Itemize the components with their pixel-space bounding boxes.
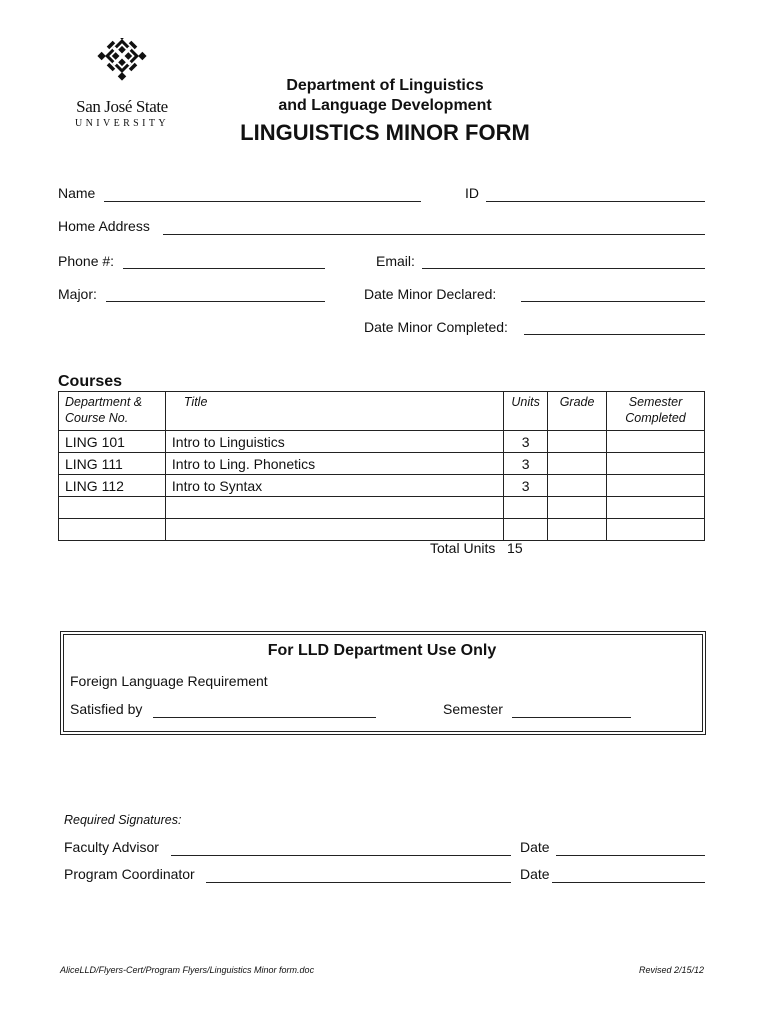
faculty-advisor-label: Faculty Advisor: [64, 839, 159, 855]
col-dept-course: Department & Course No.: [59, 392, 166, 431]
semester-cell[interactable]: [607, 497, 705, 519]
grade-cell[interactable]: [548, 431, 607, 453]
semester-field[interactable]: [512, 717, 631, 718]
phone-field[interactable]: [123, 268, 325, 269]
faculty-advisor-signature[interactable]: [171, 855, 511, 856]
id-field[interactable]: [486, 201, 705, 202]
email-field[interactable]: [422, 268, 705, 269]
date-label-2: Date: [520, 866, 550, 882]
course-cell[interactable]: [59, 497, 166, 519]
semester-cell[interactable]: [607, 453, 705, 475]
courses-heading: Courses: [58, 373, 123, 390]
logo-name: San José State: [76, 97, 168, 116]
semester-cell[interactable]: [607, 519, 705, 541]
table-row: [59, 519, 705, 541]
foreign-language-label: Foreign Language Requirement: [70, 673, 268, 689]
units-cell[interactable]: [504, 519, 548, 541]
title-cell[interactable]: [165, 519, 503, 541]
title-cell: Intro to Syntax: [165, 475, 503, 497]
units-cell: 3: [504, 453, 548, 475]
total-units-label: Total Units: [430, 540, 496, 556]
course-cell: LING 112: [59, 475, 166, 497]
home-address-field[interactable]: [163, 234, 705, 235]
dept-line-2: and Language Development: [278, 97, 492, 114]
date-declared-field[interactable]: [521, 301, 705, 302]
grade-cell[interactable]: [548, 497, 607, 519]
grade-cell[interactable]: [548, 475, 607, 497]
sjsu-logo-icon: [62, 38, 182, 98]
title-cell[interactable]: [165, 497, 503, 519]
table-row: [59, 431, 705, 453]
table-row: [59, 475, 705, 497]
logo-university: UNIVERSITY: [75, 118, 169, 129]
footer-revised: Revised 2/15/12: [638, 965, 704, 975]
course-cell: LING 111: [59, 453, 166, 475]
name-field[interactable]: [104, 201, 421, 202]
semester-cell[interactable]: [607, 475, 705, 497]
date-completed-label: Date Minor Completed:: [364, 319, 508, 335]
date-label-1: Date: [520, 839, 550, 855]
col-semester: Semester Completed: [607, 392, 705, 431]
phone-label: Phone #:: [58, 253, 115, 269]
date-completed-field[interactable]: [524, 334, 705, 335]
courses-table: [58, 391, 705, 541]
courses-header-row: [59, 392, 705, 431]
email-label: Email:: [376, 253, 415, 269]
grade-cell[interactable]: [548, 453, 607, 475]
course-cell: LING 101: [59, 431, 166, 453]
grade-cell[interactable]: [548, 519, 607, 541]
col-grade: Grade: [548, 392, 607, 431]
date-field-2[interactable]: [552, 882, 705, 883]
satisfied-by-label: Satisfied by: [70, 701, 143, 717]
units-cell: 3: [504, 475, 548, 497]
date-field-1[interactable]: [556, 855, 705, 856]
id-label: ID: [465, 185, 479, 201]
form-title: LINGUISTICS MINOR FORM: [240, 120, 530, 145]
course-cell[interactable]: [59, 519, 166, 541]
title-cell: Intro to Linguistics: [165, 431, 503, 453]
semester-cell[interactable]: [607, 431, 705, 453]
title-cell: Intro to Ling. Phonetics: [165, 453, 503, 475]
name-label: Name: [58, 185, 96, 201]
program-coordinator-signature[interactable]: [206, 882, 511, 883]
units-cell[interactable]: [504, 497, 548, 519]
department-use-title: For LLD Department Use Only: [267, 642, 497, 659]
dept-line-1: Department of Linguistics: [286, 77, 484, 94]
col-title: Title: [165, 392, 503, 431]
major-field[interactable]: [106, 301, 325, 302]
program-coordinator-label: Program Coordinator: [64, 866, 195, 882]
date-declared-label: Date Minor Declared:: [364, 286, 497, 302]
table-row: [59, 497, 705, 519]
satisfied-by-field[interactable]: [153, 717, 376, 718]
home-address-label: Home Address: [58, 218, 150, 234]
semester-label: Semester: [443, 701, 503, 717]
major-label: Major:: [58, 286, 97, 302]
total-units: [430, 540, 523, 556]
units-cell: 3: [504, 431, 548, 453]
table-row: [59, 453, 705, 475]
total-units-value: 15: [507, 540, 523, 556]
signatures-heading: Required Signatures:: [64, 813, 182, 827]
footer-path: AliceLLD/Flyers-Cert/Program Flyers/Linguistics Minor form.doc: [60, 965, 315, 975]
col-units: Units: [504, 392, 548, 431]
